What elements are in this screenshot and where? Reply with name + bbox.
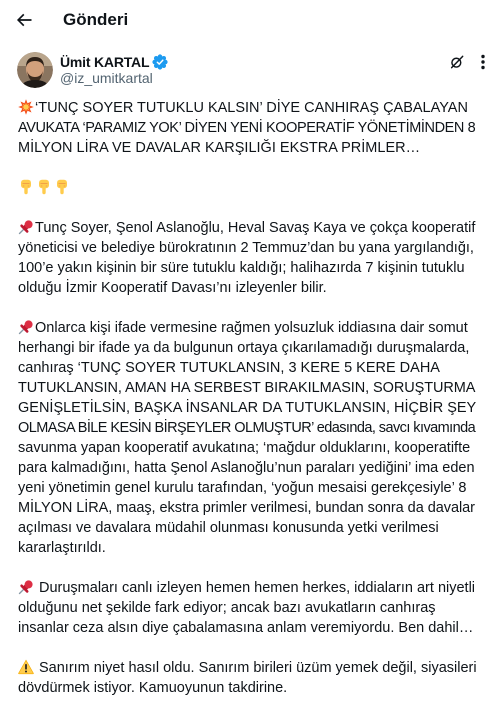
arrow-left-icon <box>14 10 34 30</box>
post-author <box>0 52 495 92</box>
post-line <box>18 678 287 698</box>
post-line-text: OLMASA BİLE KESİN BİRŞEYLER OLMUŞTUR’ edasında, savcı kıvamında <box>18 420 476 436</box>
post-line-text: kararlaştırıldı. <box>18 540 106 556</box>
author-name[interactable]: Ümit KARTAL <box>60 54 150 70</box>
author-name-row <box>60 53 168 71</box>
post-line-text: savunma yapan kooperatif avukatına; ‘mağdur olduklarını, kooperatifte <box>18 440 471 456</box>
post-line <box>18 98 468 118</box>
post-paragraph <box>18 98 477 158</box>
post-line <box>18 538 106 558</box>
grok-icon <box>449 54 465 70</box>
post-line <box>18 138 420 158</box>
post-line-text: TUTUKLANSIN, AMAN HA SERBEST BIRAKILMASIN, SORUŞTURMA <box>18 380 476 396</box>
back-button[interactable] <box>12 8 36 32</box>
more-vertical-icon <box>476 54 490 70</box>
post-line-text: MİLYON LİRA, maaş, ekstra primler verilmesi, bundan sonra da davalar <box>18 500 475 516</box>
post-line-text: Tunç Soyer, Şenol Aslanoğlu, Heval Savaş Kaya ve çokça kooperatif <box>35 220 476 236</box>
post-line-text: GENİŞLETİLSİN, BAŞKA İNSANLAR DA TUTUKLANSIN, HİÇBİR ŞEY <box>18 400 477 416</box>
post-line-text: olduğunu net şekilde fark ediyor; ancak bazı avukatların canhıraş <box>18 600 436 616</box>
warning-icon <box>18 659 34 675</box>
post-line <box>18 338 469 358</box>
post-line <box>18 498 475 518</box>
post-line <box>18 358 440 378</box>
post-line <box>18 458 475 478</box>
profile-avatar[interactable] <box>17 52 53 88</box>
post-line-text: yeni yönetimin genel kurulu tarafından, ‘yoğun mesaisi gerekçesiyle’ 8 <box>18 480 467 496</box>
post-paragraph <box>18 318 477 558</box>
post-line-text: 100’e yakın kişinin bir süre tutuklu kaldığı; halihazırda 7 kişinin tutuklu <box>18 260 465 276</box>
post-line-text: canhıraş ‘TUNÇ SOYER TUTUKLANSIN, 3 KERE 5 KERE DAHA <box>18 360 440 376</box>
more-options-button[interactable] <box>476 54 490 70</box>
post-line <box>18 118 475 138</box>
post-paragraph <box>18 218 477 298</box>
post-line <box>18 238 474 258</box>
author-handle[interactable]: @iz_umitkartal <box>60 70 153 86</box>
post-line <box>18 438 470 458</box>
post-line <box>18 378 475 398</box>
post-paragraph <box>18 658 477 698</box>
grok-button[interactable] <box>449 54 465 70</box>
post-line <box>18 658 477 678</box>
post-line <box>18 618 473 638</box>
collision-icon <box>18 99 34 115</box>
post-line-text: insanlar ceza alsın diye çabalamasına anlam veremiyordu. Ben dahil… <box>18 620 474 636</box>
pushpin-icon <box>18 319 34 335</box>
post-line <box>18 258 465 278</box>
post-line <box>18 278 327 298</box>
post-line-text: herhangi bir ifade ya da bulgunun ortaya çıkarılamadığı duruşmalarda, <box>18 340 470 356</box>
post-line-text: yöneticisi ve belediye bürokratının 2 Temmuz’dan bu yana yargılandığı, <box>18 240 474 256</box>
post-line <box>18 218 475 238</box>
pointing-down-icon <box>54 179 70 195</box>
post-line <box>18 578 475 598</box>
post-line-text: Duruşmaları canlı izleyen hemen hemen herkes, iddiaların art niyetli <box>39 580 476 596</box>
post-line <box>18 478 466 498</box>
post-line <box>18 518 439 538</box>
pointing-down-icon <box>18 179 34 195</box>
post-line-text: ‘TUNÇ SOYER TUTUKLU KALSIN’ DİYE CANHIRAŞ ÇABALAYAN <box>35 100 468 116</box>
post-line <box>18 398 476 418</box>
post-paragraph <box>18 578 477 638</box>
post-line-text: AVUKATA ‘PARAMIZ YOK’ DİYEN YENİ KOOPERATİF YÖNETİMİNDEN 8 <box>18 120 476 136</box>
post-line-text: olduğu İzmir Kooperatif Davası’nı izleyenler bilir. <box>18 280 327 296</box>
pushpin-icon <box>18 579 34 595</box>
post-text <box>18 98 477 698</box>
post-line-text: para kalmadığını, hatta Şenol Aslanoğlu’nun paraları yediğini’ ima eden <box>18 460 475 476</box>
post-line <box>18 318 468 338</box>
emoji-row <box>18 178 477 198</box>
post-line-text: MİLYON LİRA VE DAVALAR KARŞILIĞI EKSTRA PRİMLER… <box>18 140 421 156</box>
page-header <box>0 0 495 40</box>
post-line-text: Sanırım niyet hasıl oldu. Sanırım birileri üzüm yemek değil, siyasileri <box>39 660 477 676</box>
page-title: Gönderi <box>63 10 129 29</box>
pushpin-icon <box>18 219 34 235</box>
post-line-text: açılması ve davalara müdahil olunması konusunda yetki verilmesi <box>18 520 439 536</box>
post-line <box>18 418 475 438</box>
post-line <box>18 598 436 618</box>
post-line <box>18 178 72 198</box>
post-line-text: Onlarca kişi ifade vermesine rağmen yolsuzluk iddiasına dair somut <box>35 320 468 336</box>
verified-badge-icon <box>152 54 168 70</box>
pointing-down-icon <box>36 179 52 195</box>
post-line-text: dövdürmek istiyor. Kamuoyunun takdirine. <box>18 680 288 696</box>
